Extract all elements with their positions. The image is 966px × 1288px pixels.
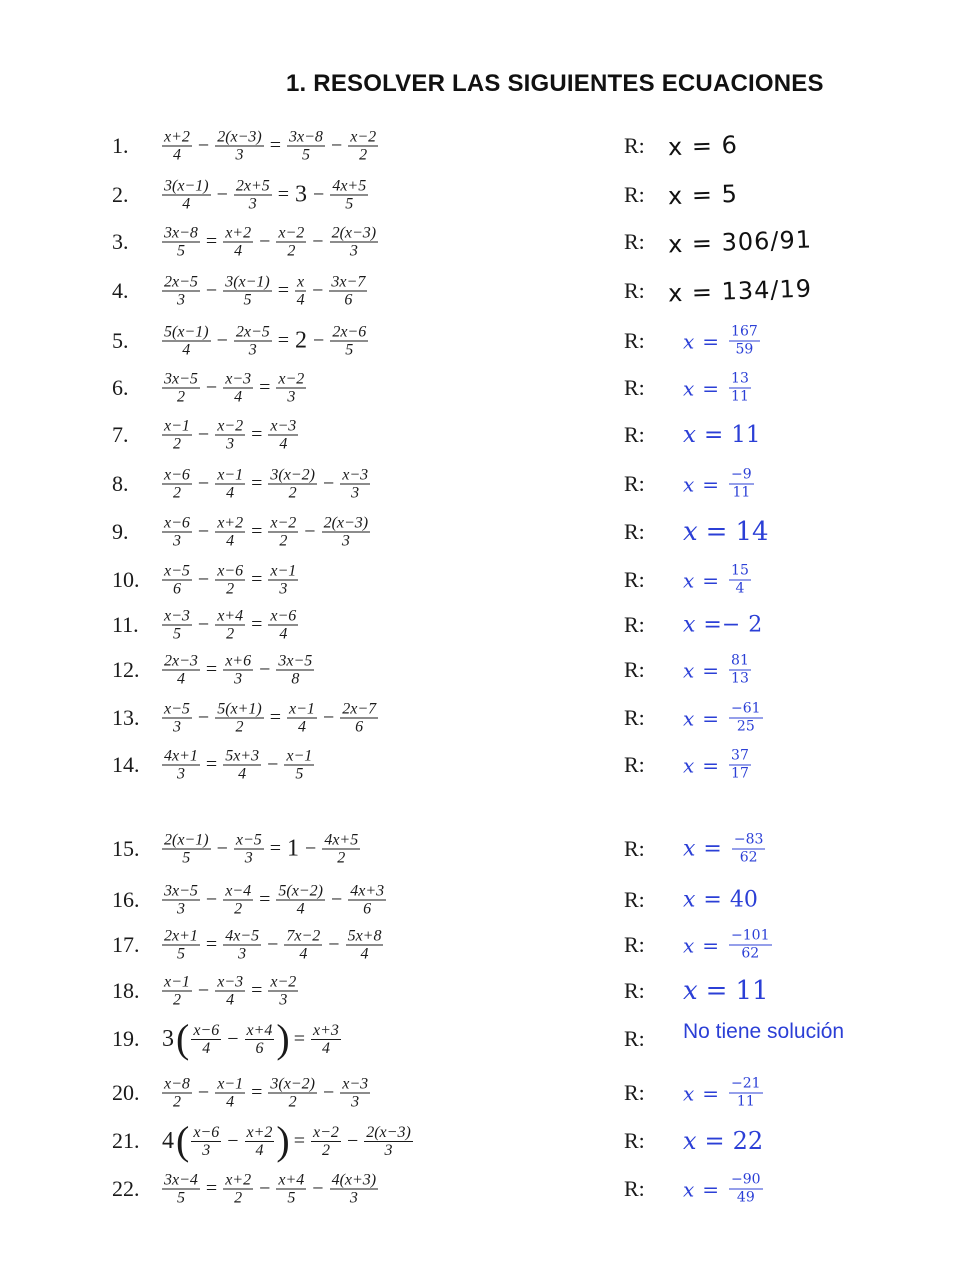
- equation-number: 20.: [112, 1080, 140, 1105]
- equation-number: 2.: [112, 182, 129, 207]
- answer-label: R:: [624, 978, 645, 1003]
- equation-row-18: [0, 968, 966, 1014]
- answer-value: x = $\frac{81}{13}$: [683, 652, 749, 687]
- equation-expression: 4 ( $\frac{x-6}{3}$ − $\frac{x+2}{4}$ ) = $\frac{x-2}{2}$ − $\frac{2(x-3)}{3}$: [162, 1118, 411, 1163]
- answer-label: R:: [624, 612, 645, 637]
- page-title: 1. RESOLVER LAS SIGUIENTES ECUACIONES: [286, 70, 824, 97]
- answer-label: R:: [624, 567, 645, 592]
- answer-value: x = $\frac{-83}{62}$: [683, 831, 764, 866]
- equation-number: 1.: [112, 133, 129, 158]
- handwritten-answer: x = 5: [667, 179, 739, 211]
- answer-value: x = 40: [683, 887, 758, 913]
- equation-expression: $\frac{x-8}{2}$ − $\frac{x-1}{4}$ = $\frac{3(x-2)}{2}$ − $\frac{x-3}{3}$: [164, 1075, 369, 1111]
- equation-row-4: [0, 268, 966, 314]
- equation-row-14: [0, 742, 966, 788]
- equation-number: 17.: [112, 932, 140, 957]
- equation-row-19: [0, 1016, 966, 1062]
- equation-row-8: [0, 461, 966, 507]
- equation-expression: $\frac{x+2}{4}$ − $\frac{2(x-3)}{3}$ = $\frac{3x-8}{5}$ − $\frac{x-2}{2}$: [164, 128, 377, 164]
- answer-value: x = $\frac{15}{4}$: [683, 562, 749, 597]
- equation-row-13: [0, 695, 966, 741]
- equation-number: 7.: [112, 422, 129, 447]
- answer-label: R:: [624, 422, 645, 447]
- equation-expression: 3 ( $\frac{x-6}{4}$ − $\frac{x+4}{6}$ ) = $\frac{x+3}{4}$: [162, 1016, 339, 1061]
- equation-number: 21.: [112, 1128, 140, 1153]
- equation-number: 6.: [112, 375, 129, 400]
- equation-row-16: [0, 877, 966, 923]
- answer-label: R:: [624, 1080, 645, 1105]
- equation-expression: $\frac{x-5}{6}$ − $\frac{x-6}{2}$ = $\frac{x-1}{3}$: [164, 562, 297, 598]
- answer-value: x = $\frac{-21}{11}$: [683, 1075, 761, 1110]
- equation-number: 12.: [112, 657, 140, 682]
- equation-expression: $\frac{3x-4}{5}$ = $\frac{x+2}{2}$ − $\frac{x+4}{5}$ − $\frac{4(x+3)}{3}$: [164, 1171, 377, 1207]
- equation-expression: $\frac{2(x-1)}{5}$ − $\frac{x-5}{3}$ = 1 − $\frac{4x+5}{2}$: [164, 831, 359, 867]
- equation-expression: $\frac{4x+1}{3}$ = $\frac{5x+3}{4}$ − $\frac{x-1}{5}$: [164, 747, 313, 783]
- answer-value: x = 22: [683, 1127, 764, 1155]
- answer-value: x = 11: [683, 976, 769, 1006]
- answer-value: x = 14: [683, 517, 769, 547]
- equation-number: 3.: [112, 229, 129, 254]
- equation-row-15: [0, 826, 966, 872]
- answer-label: R:: [624, 752, 645, 777]
- answer-label: R:: [624, 328, 645, 353]
- equation-expression: $\frac{2x-5}{3}$ − $\frac{3(x-1)}{5}$ = $\frac{x}{4}$ − $\frac{3x-7}{6}$: [164, 273, 366, 309]
- answer-label: R:: [624, 133, 645, 158]
- answer-label: R:: [624, 1026, 645, 1051]
- answer-value: x = $\frac{-101}{62}$: [683, 927, 770, 962]
- answer-label: R:: [624, 657, 645, 682]
- answer-label: R:: [624, 229, 645, 254]
- equation-row-2: [0, 172, 966, 218]
- equation-row-12: [0, 647, 966, 693]
- equation-row-22: [0, 1166, 966, 1212]
- equation-expression: $\frac{2x+1}{5}$ = $\frac{4x-5}{3}$ − $\frac{7x-2}{4}$ − $\frac{5x+8}{4}$: [164, 927, 382, 963]
- answer-label: R:: [624, 182, 645, 207]
- equation-expression: $\frac{5(x-1)}{4}$ − $\frac{2x-5}{3}$ = 2 − $\frac{2x-6}{5}$: [164, 323, 367, 359]
- equation-number: 5.: [112, 328, 129, 353]
- answer-value: x =− 2: [683, 612, 763, 638]
- answer-label: R:: [624, 705, 645, 730]
- equation-row-10: [0, 557, 966, 603]
- equation-row-20: [0, 1070, 966, 1116]
- equation-expression: $\frac{2x-3}{4}$ = $\frac{x+6}{3}$ − $\frac{3x-5}{8}$: [164, 652, 313, 688]
- handwritten-answer: x = 306/91: [667, 225, 813, 259]
- equation-row-11: [0, 602, 966, 648]
- equation-expression: $\frac{x-5}{3}$ − $\frac{5(x+1)}{2}$ = $\frac{x-1}{4}$ − $\frac{2x-7}{6}$: [164, 700, 377, 736]
- equation-number: 13.: [112, 705, 140, 730]
- equation-number: 22.: [112, 1176, 140, 1201]
- equation-row-9: [0, 509, 966, 555]
- answer-value: x = 11: [683, 422, 761, 448]
- equation-row-6: [0, 365, 966, 411]
- answer-label: R:: [624, 375, 645, 400]
- equation-number: 16.: [112, 887, 140, 912]
- equation-row-17: [0, 922, 966, 968]
- answer-value: x = $\frac{-90}{49}$: [683, 1171, 761, 1206]
- equation-number: 11.: [112, 612, 139, 637]
- answer-value: x = $\frac{-61}{25}$: [683, 700, 761, 735]
- handwritten-answer: x = 134/19: [667, 274, 813, 308]
- equation-expression: $\frac{x-3}{5}$ − $\frac{x+4}{2}$ = $\frac{x-6}{4}$: [164, 607, 297, 643]
- equation-row-7: [0, 412, 966, 458]
- equation-expression: $\frac{3(x-1)}{4}$ − $\frac{2x+5}{3}$ = 3 − $\frac{4x+5}{5}$: [164, 177, 367, 213]
- answer-label: R:: [624, 519, 645, 544]
- answer-value: x = $\frac{167}{59}$: [683, 323, 758, 358]
- equation-number: 14.: [112, 752, 140, 777]
- equation-row-21: [0, 1118, 966, 1164]
- answer-label: R:: [624, 887, 645, 912]
- answer-label: R:: [624, 836, 645, 861]
- equation-number: 4.: [112, 278, 129, 303]
- answer-value: x = $\frac{37}{17}$: [683, 747, 749, 782]
- answer-label: R:: [624, 1176, 645, 1201]
- equation-number: 15.: [112, 836, 140, 861]
- handwritten-answer: x = 6: [667, 130, 739, 162]
- answer-value: No tiene solución: [683, 1020, 845, 1044]
- equation-expression: $\frac{3x-5}{3}$ − $\frac{x-4}{2}$ = $\frac{5(x-2)}{4}$ − $\frac{4x+3}{6}$: [164, 882, 385, 918]
- equation-number: 19.: [112, 1026, 140, 1051]
- equation-expression: $\frac{3x-5}{2}$ − $\frac{x-3}{4}$ = $\frac{x-2}{3}$: [164, 370, 305, 406]
- equation-number: 18.: [112, 978, 140, 1003]
- equation-expression: $\frac{3x-8}{5}$ = $\frac{x+2}{4}$ − $\frac{x-2}{2}$ − $\frac{2(x-3)}{3}$: [164, 224, 377, 260]
- equation-number: 9.: [112, 519, 129, 544]
- equation-number: 8.: [112, 471, 129, 496]
- equation-expression: $\frac{x-1}{2}$ − $\frac{x-2}{3}$ = $\frac{x-3}{4}$: [164, 417, 297, 453]
- equation-row-3: [0, 219, 966, 265]
- equation-row-5: [0, 318, 966, 364]
- answer-label: R:: [624, 471, 645, 496]
- answer-label: R:: [624, 1128, 645, 1153]
- answer-label: R:: [624, 932, 645, 957]
- answer-value: x = $\frac{-9}{11}$: [683, 466, 752, 501]
- equation-expression: $\frac{x-6}{2}$ − $\frac{x-1}{4}$ = $\frac{3(x-2)}{2}$ − $\frac{x-3}{3}$: [164, 466, 369, 502]
- equation-expression: $\frac{x-1}{2}$ − $\frac{x-3}{4}$ = $\frac{x-2}{3}$: [164, 973, 297, 1009]
- equation-expression: $\frac{x-6}{3}$ − $\frac{x+2}{4}$ = $\frac{x-2}{2}$ − $\frac{2(x-3)}{3}$: [164, 514, 369, 550]
- equation-row-1: [0, 123, 966, 169]
- equation-number: 10.: [112, 567, 140, 592]
- answer-value: x = $\frac{13}{11}$: [683, 370, 749, 405]
- answer-label: R:: [624, 278, 645, 303]
